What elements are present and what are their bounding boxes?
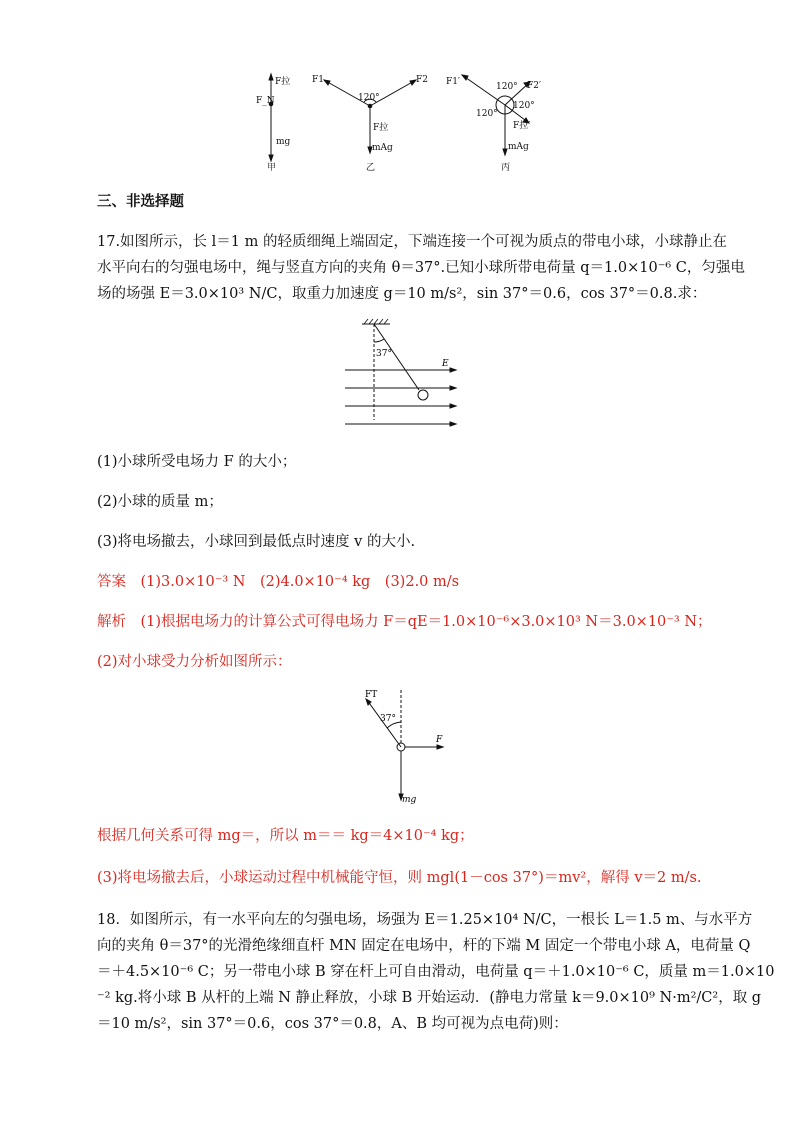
q17-line-2: 水平向右的匀强电场中，绳与竖直方向的夹角 θ＝37°.已知小球所带电荷量 q＝1.0×10⁻⁶ C，匀强电 — [97, 260, 745, 276]
q18-line-1: 18．如图所示，有一水平向左的匀强电场，场强为 E＝1.25×10⁴ N/C，一根长 L＝1.5 m、与水平方 — [97, 912, 753, 928]
q17-pendulum-figure — [340, 318, 465, 433]
yi-f-tension-label: F拉 — [373, 123, 389, 133]
q17-part-2: (2)小球的质量 m； — [97, 494, 223, 510]
q18-line-5: ＝10 m/s²，sin 37°＝0.6，cos 37°＝0.8，A、B 均可视为点电荷)则： — [97, 1016, 568, 1032]
yi-weight-label: mAg — [372, 143, 393, 153]
yi-caption: 乙 — [366, 163, 376, 173]
top-force-diagrams — [240, 70, 570, 175]
jia-caption: 甲 — [267, 163, 277, 173]
bing-weight-label: mAg — [508, 142, 529, 152]
q17-analysis-1: 解析 (1)根据电场力的计算公式可得电场力 F＝qE＝1.0×10⁻⁶×3.0×10³ N＝3.0×10⁻³ N； — [97, 614, 712, 630]
q17-part-1: (1)小球所受电场力 F 的大小； — [97, 454, 297, 470]
jia-f-tension-label: F拉 — [275, 77, 291, 87]
jia-fn-label: F_N — [256, 96, 275, 106]
section-title: 三、非选择题 — [97, 194, 184, 210]
bing-angle-a: 120° — [496, 82, 518, 92]
q17-answer: 答案 (1)3.0×10⁻³ N (2)4.0×10⁻⁴ kg (3)2.0 m/s — [97, 574, 460, 590]
q17-tension-label: FT — [365, 690, 378, 700]
yi-angle-label: 120° — [358, 93, 380, 103]
q17-analysis-3: 根据几何关系可得 mg＝，所以 m＝＝ kg＝4×10⁻⁴ kg； — [97, 828, 474, 844]
bing-angle-c: 120° — [476, 109, 498, 119]
q17-force-angle-label: 37° — [380, 714, 396, 724]
q17-part-3: (3)将电场撤去，小球回到最低点时速度 v 的大小. — [97, 534, 416, 550]
jia-weight-label: mg — [276, 137, 291, 147]
q17-weight-label: mg — [402, 795, 417, 805]
yi-f1-label: F1 — [312, 75, 324, 85]
bing-f1-label: F1′ — [446, 77, 461, 87]
q18-line-2: 向的夹角 θ＝37°的光滑绝缘细直杆 MN 固定在电场中，杆的下端 M 固定一个带电小球 A，电荷量 Q — [97, 938, 751, 954]
q18-line-4: ⁻² kg.将小球 B 从杆的上端 N 静止释放，小球 B 开始运动．(静电力常量 k＝9.0×10⁹ N·m²/C²，取 g — [97, 990, 762, 1006]
q17-angle-label: 37° — [376, 349, 392, 359]
q17-electric-force-label: F — [436, 735, 443, 745]
q17-analysis-4: (3)将电场撤去后，小球运动过程中机械能守恒，则 mgl(1－cos 37°)＝mv²，解得 v＝2 m/s. — [97, 870, 702, 886]
bing-caption: 丙 — [501, 163, 511, 173]
bing-f2-label: F2′ — [527, 81, 542, 91]
bing-angle-b: 120° — [513, 101, 535, 111]
q18-line-3: ＝＋4.5×10⁻⁶ C；另一带电小球 B 穿在杆上可自由滑动，电荷量 q＝＋1.0×10⁻⁶ C，质量 m＝1.0×10 — [97, 964, 775, 980]
q17-field-label: E — [442, 359, 449, 369]
q17-analysis-2: (2)对小球受力分析如图所示： — [97, 654, 292, 670]
q17-line-3: 场的场强 E＝3.0×10³ N/C，取重力加速度 g＝10 m/s²，sin 37°＝0.6，cos 37°＝0.8.求： — [97, 286, 707, 302]
yi-f2-label: F2 — [416, 75, 428, 85]
q17-force-analysis-figure — [350, 686, 450, 808]
bing-f-tension-label: F拉′ — [513, 121, 531, 131]
q17-line-1: 17.如图所示，长 l＝1 m 的轻质细绳上端固定，下端连接一个可视为质点的带电小球，小球静止在 — [97, 234, 727, 250]
